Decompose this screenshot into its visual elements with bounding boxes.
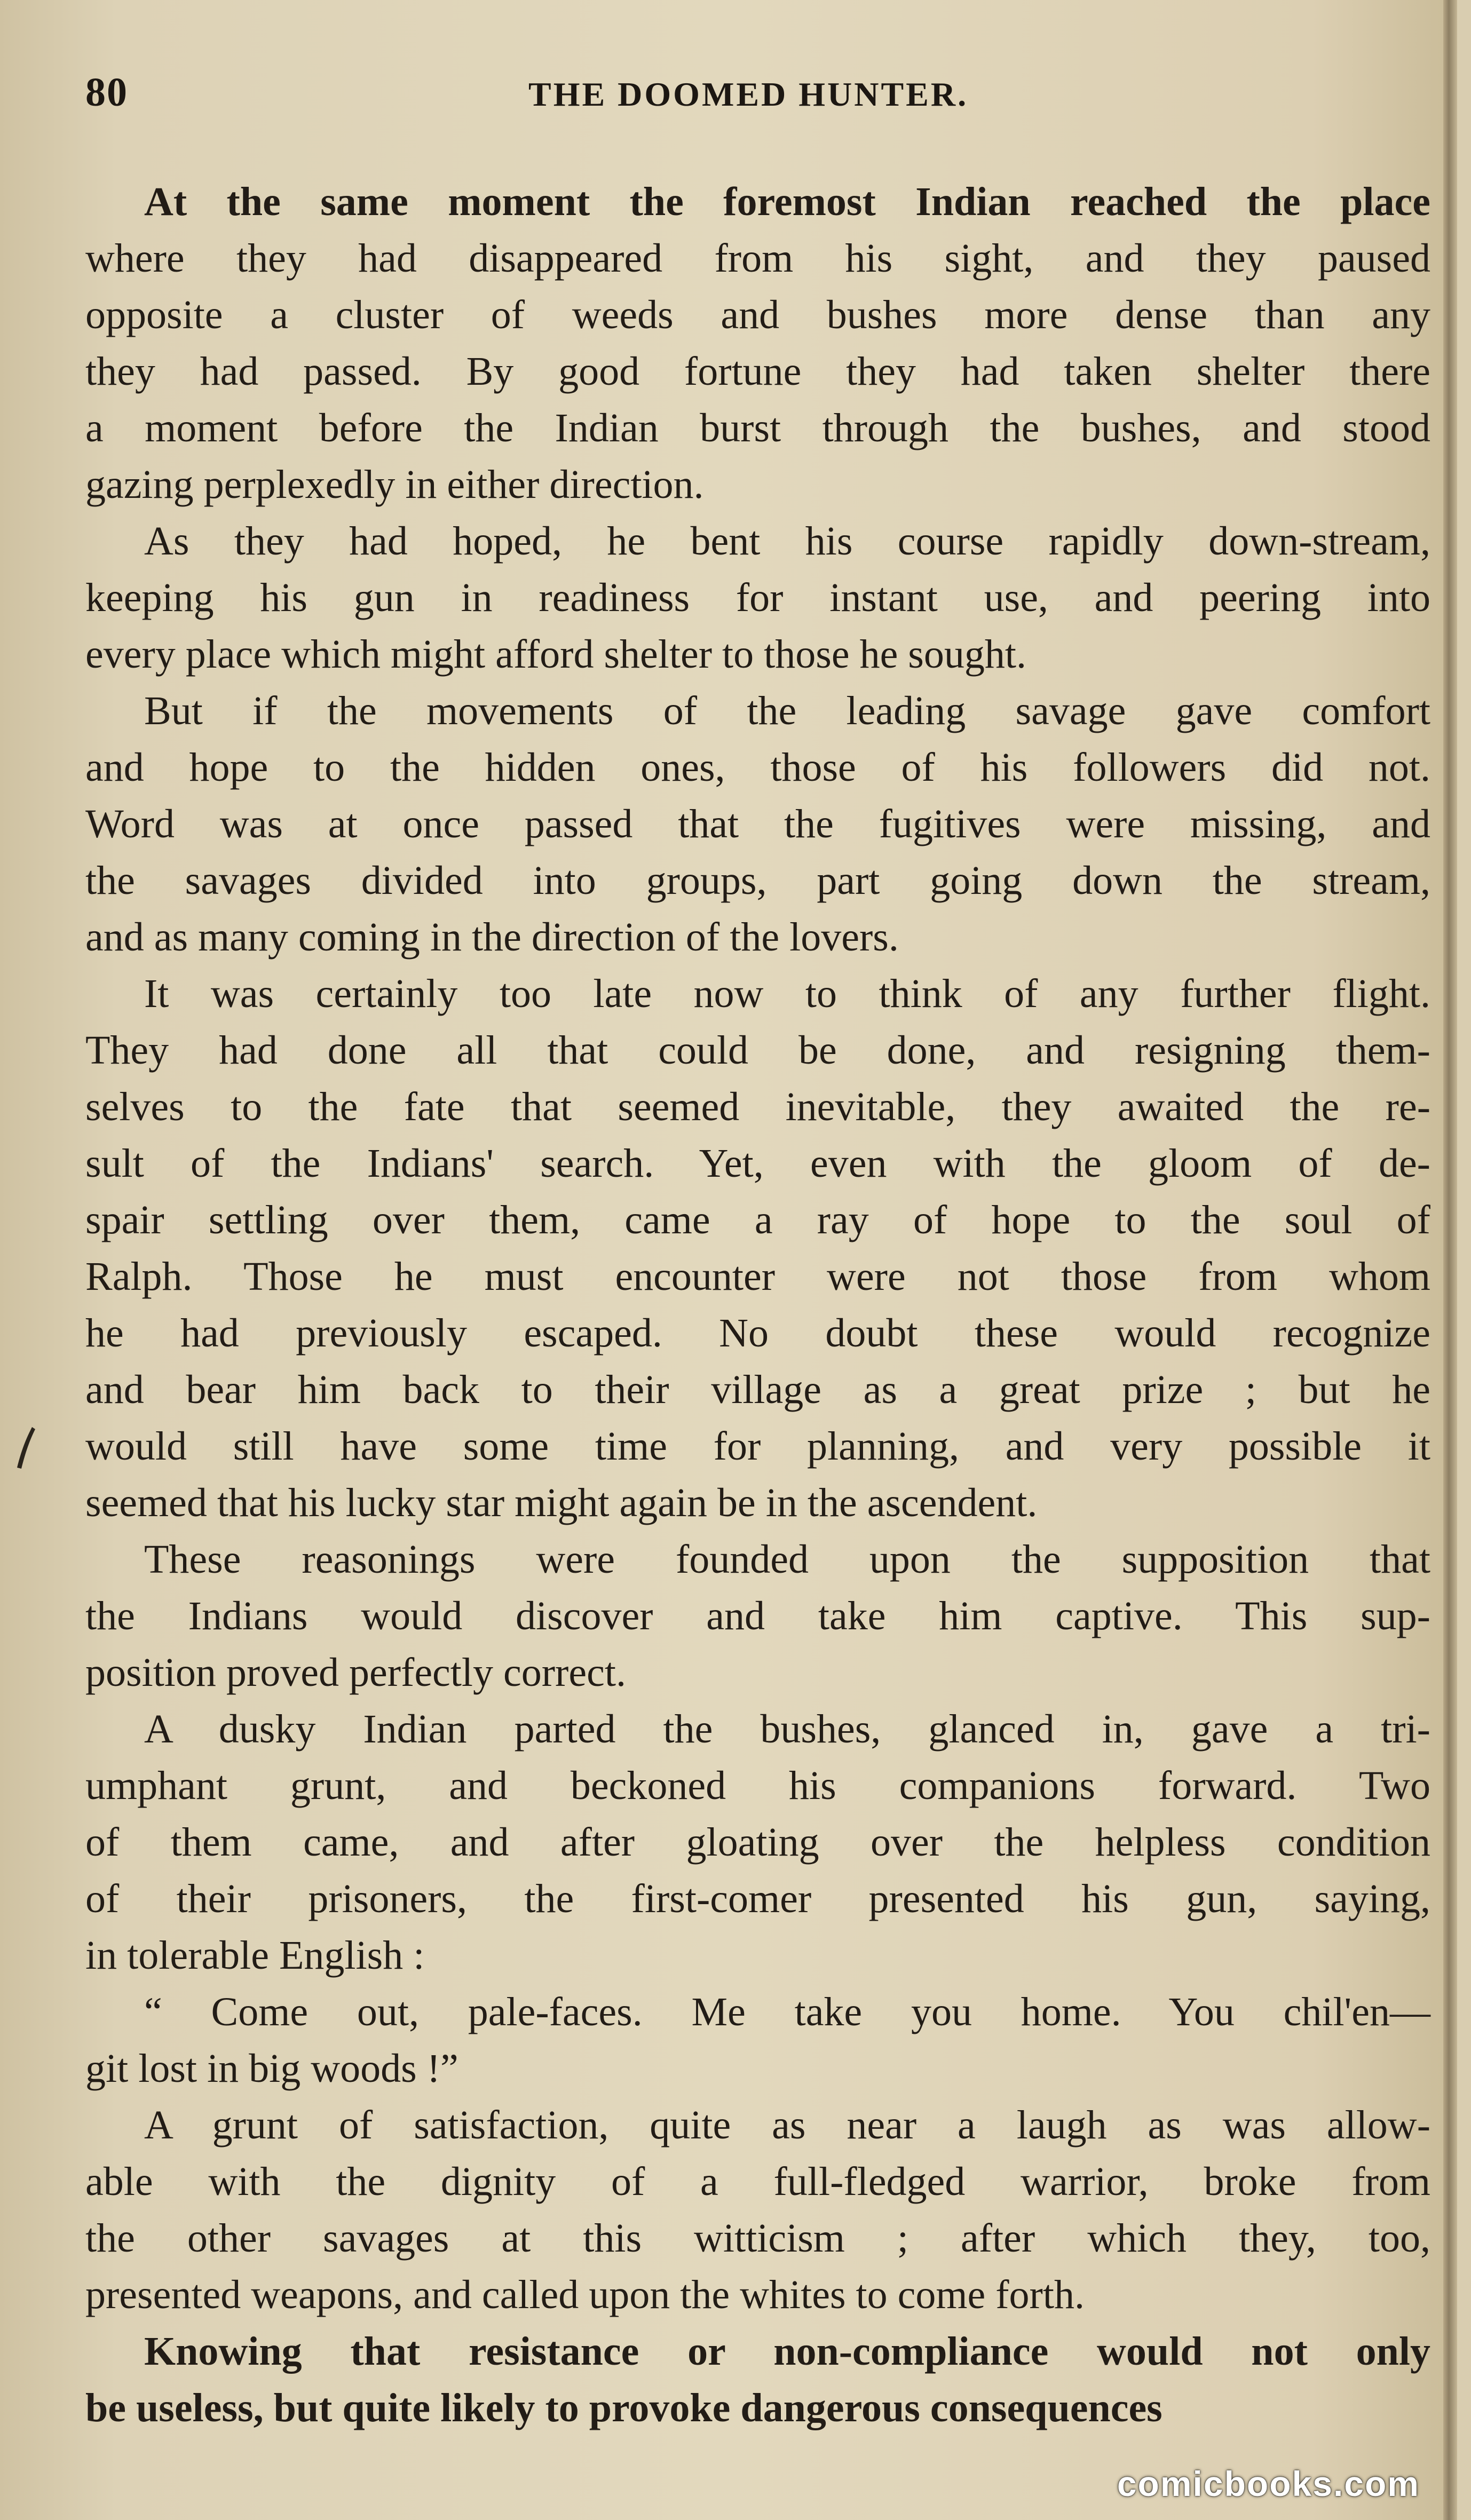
- running-title: THE DOOMED HUNTER.: [528, 75, 969, 113]
- text-line: gazing perplexedly in either direction.: [85, 462, 704, 507]
- text-line: and as many coming in the direction of the lovers.: [85, 915, 899, 960]
- text-line: of them came, and after gloating over the helpless condition: [85, 1820, 1430, 1865]
- text-line: At the same moment the foremost Indian reached the place: [144, 179, 1430, 224]
- text-line: A dusky Indian parted the bushes, glanced in, gave a tri-: [144, 1707, 1430, 1752]
- text-line: where they had disappeared from his sight, and they paused: [85, 236, 1430, 281]
- text-line: and bear him back to their village as a great prize ; but he: [85, 1367, 1430, 1412]
- paragraph: [85, 2097, 1430, 2323]
- paragraph: [85, 173, 1430, 513]
- text-line: umphant grunt, and beckoned his companions forward. Two: [85, 1763, 1430, 1808]
- page-number: 80: [85, 70, 128, 115]
- body-text: [85, 173, 1430, 2436]
- text-line: These reasonings were founded upon the supposition that: [144, 1537, 1430, 1582]
- text-line: keeping his gun in readiness for instant use, and peering into: [85, 575, 1430, 620]
- text-line: presented weapons, and called upon the whites to come forth.: [85, 2272, 1085, 2317]
- pencil-mark: [12, 1425, 38, 1473]
- text-line: But if the movements of the leading savage gave comfort: [144, 688, 1430, 733]
- paragraph: [85, 1531, 1430, 1701]
- text-line: be useless, but quite likely to provoke dangerous consequences: [85, 2386, 1162, 2430]
- watermark: comicbooks.com: [1117, 2464, 1420, 2503]
- text-line: Word was at once passed that the fugitives were missing, and: [85, 802, 1430, 846]
- text-line: a moment before the Indian burst through the bushes, and stood: [85, 406, 1430, 450]
- paragraph: [85, 1984, 1430, 2097]
- paragraph: [85, 1701, 1430, 1984]
- text-line: the Indians would discover and take him captive. This sup-: [85, 1594, 1430, 1638]
- text-line: would still have some time for planning, and very possible it: [85, 1424, 1430, 1469]
- text-line: They had done all that could be done, and resigning them-: [85, 1028, 1430, 1073]
- paragraph: [85, 513, 1430, 683]
- text-line: It was certainly too late now to think of any further flight.: [144, 971, 1430, 1016]
- text-line: opposite a cluster of weeds and bushes more dense than any: [85, 292, 1430, 337]
- text-line: As they had hoped, he bent his course rapidly down-stream,: [144, 519, 1430, 564]
- text-line: Knowing that resistance or non-compliance would not only: [144, 2329, 1430, 2374]
- text-line: he had previously escaped. No doubt these would recognize: [85, 1311, 1430, 1356]
- text-line: git lost in big woods !”: [85, 2046, 458, 2091]
- text-line: spair settling over them, came a ray of hope to the soul of: [85, 1198, 1430, 1242]
- text-line: “ Come out, pale-faces. Me take you home. You chil'en—: [144, 1990, 1430, 2034]
- text-line: selves to the fate that seemed inevitable, they awaited the re-: [85, 1084, 1430, 1129]
- text-line: the savages divided into groups, part going down the stream,: [85, 858, 1430, 903]
- text-line: in tolerable English :: [85, 1933, 425, 1978]
- page-edge: [1443, 0, 1457, 2520]
- text-line: the other savages at this witticism ; after which they, too,: [85, 2216, 1430, 2261]
- paragraph: [85, 2323, 1430, 2436]
- text-line: of their prisoners, the first-comer presented his gun, saying,: [85, 1876, 1430, 1921]
- text-line: every place which might afford shelter to those he sought.: [85, 632, 1026, 677]
- text-line: A grunt of satisfaction, quite as near a laugh as was allow-: [144, 2103, 1430, 2147]
- text-line: able with the dignity of a full-fledged warrior, broke from: [85, 2159, 1430, 2204]
- running-head: [85, 69, 1430, 133]
- text-line: position proved perfectly correct.: [85, 1650, 626, 1695]
- text-line: seemed that his lucky star might again be in the ascendent.: [85, 1480, 1038, 1525]
- paragraph: [85, 683, 1430, 965]
- text-line: they had passed. By good fortune they had taken shelter there: [85, 349, 1430, 394]
- text-line: and hope to the hidden ones, those of his followers did not.: [85, 745, 1430, 790]
- text-line: sult of the Indians' search. Yet, even with the gloom of de-: [85, 1141, 1430, 1186]
- text-line: Ralph. Those he must encounter were not those from whom: [85, 1254, 1430, 1299]
- paragraph: [85, 965, 1430, 1531]
